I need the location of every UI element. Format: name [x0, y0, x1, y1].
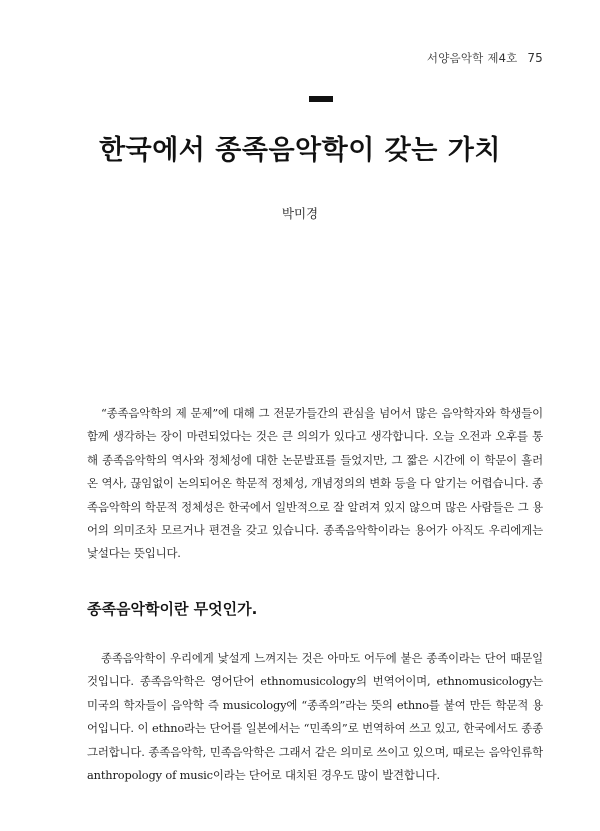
running-header	[427, 50, 543, 66]
page-number: 75	[527, 51, 543, 65]
author-name: 박미경	[281, 206, 319, 221]
journal-name: 서양음악학 제4호	[426, 51, 518, 65]
title-decoration-bar	[309, 96, 333, 102]
section-paragraph: 종족음악학이 우리에게 낯설게 느껴지는 것은 아마도 어두에 붙은 종족이라는 단어 때문일 것입니다. 종족음악학은 영어단어 ethnomusicology의 번역어이며, ethnomusicology는 미국의 학자들이 음악학 즉 musicology에 “종족의”라는 뜻의 ethno를 붙여 만든 학문적 용어입니다. 이 ethno라는 단어를 일본에서는 “민족의”로 번역하여 쓰고 있고, 한국에서도 종종 그러합니다. 종족음악학, 민족음악학은 그래서 같은 의미로 쓰이고 있으며, 때로는 음악인류학 anthropology of music이라는 단어로 대치된 경우도 많이 발견합니다.	[87, 651, 543, 783]
intro-paragraph: “종족음악학의 제 문제”에 대해 그 전문가들간의 관심을 넘어서 많은 음악학자와 학생들이 함께 생각하는 장이 마련되었다는 것은 큰 의의가 있다고 생각합니다. 오늘 오전과 오후를 통해 종족음악학의 역사와 정체성에 대한 논문발표를 들었지만, 그 짧은 시간에 이 학문이 흘러온 역사, 끊임없이 논의되어온 학문적 정체성, 개념정의의 변화 등을 다 알기는 어렵습니다. 종족음악학의 학문적 정체성은 한국에서 일반적으로 잘 알려져 있지 않으며 많은 사람들은 그 용어의 의미조차 모르거나 편견을 갖고 있습니다. 종족음악학이라는 용어가 아직도 우리에게는 낯설다는 뜻입니다.	[87, 406, 543, 561]
article-title: 한국에서 종족음악학이 갖는 가치	[99, 135, 501, 166]
section-heading: 종족음악학이란 무엇인가.	[87, 600, 258, 618]
